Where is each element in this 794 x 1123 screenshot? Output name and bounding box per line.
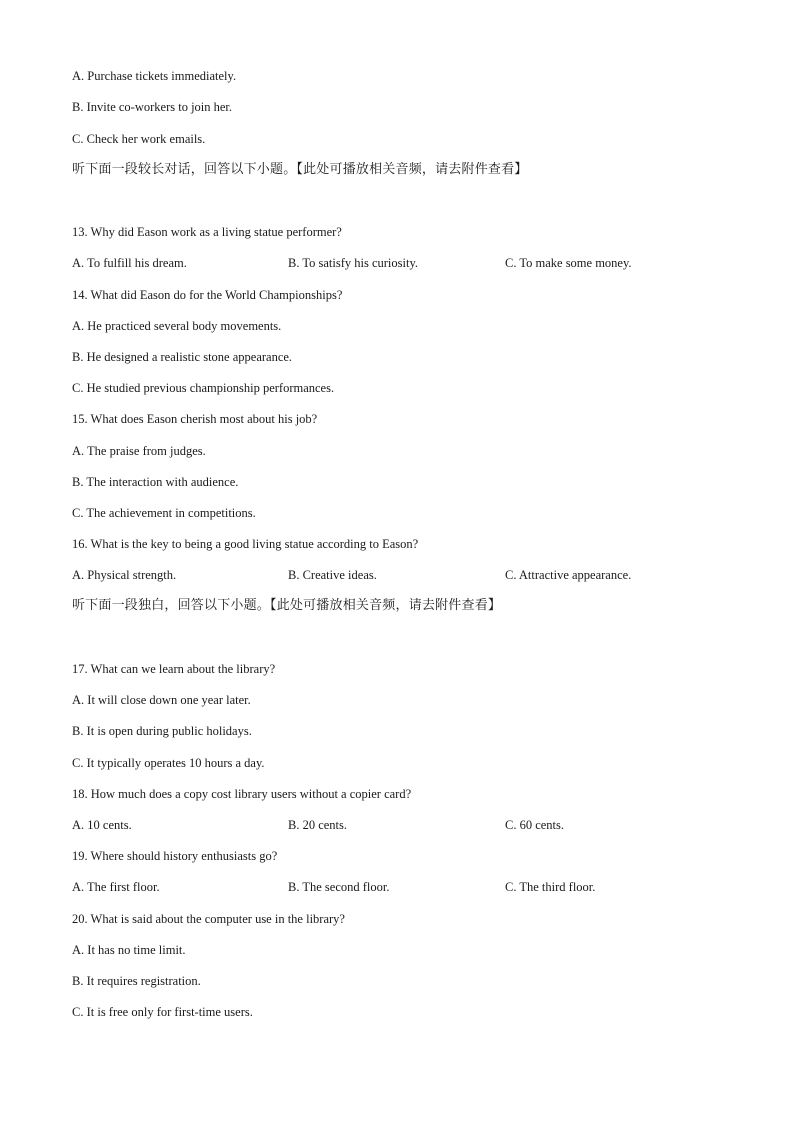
section-instruction-dialogue: 听下面一段较长对话，回答以下小题。【此处可播放相关音频，请去附件查看】 <box>72 162 528 177</box>
q19-stem: 19. Where should history enthusiasts go? <box>72 849 278 863</box>
q13-stem: 13. Why did Eason work as a living statue performer? <box>72 225 342 239</box>
q12-option-c: C. Check her work emails. <box>72 132 206 146</box>
q19-option-b: B. The second floor. <box>288 880 390 894</box>
q18-option-a: A. 10 cents. <box>72 818 132 832</box>
q14-option-a: A. He practiced several body movements. <box>72 319 282 333</box>
q17-stem: 17. What can we learn about the library? <box>72 662 276 676</box>
q12-option-a: A. Purchase tickets immediately. <box>72 69 237 83</box>
q16-option-c: C. Attractive appearance. <box>505 568 632 582</box>
q15-stem: 15. What does Eason cherish most about his job? <box>72 412 318 426</box>
q15-option-a: A. The praise from judges. <box>72 444 206 458</box>
q19-option-a: A. The first floor. <box>72 880 160 894</box>
q12-option-b: B. Invite co-workers to join her. <box>72 100 233 114</box>
q20-option-a: A. It has no time limit. <box>72 943 186 957</box>
q16-stem: 16. What is the key to being a good living statue according to Eason? <box>72 537 419 551</box>
q17-option-b: B. It is open during public holidays. <box>72 724 252 738</box>
q18-option-b: B. 20 cents. <box>288 818 348 832</box>
q16-option-b: B. Creative ideas. <box>288 568 377 582</box>
q16-options <box>72 567 722 583</box>
q14-option-b: B. He designed a realistic stone appearance. <box>72 350 293 364</box>
q13-option-a: A. To fulfill his dream. <box>72 256 187 270</box>
q13-option-c: C. To make some money. <box>505 256 632 270</box>
q20-option-c: C. It is free only for first-time users. <box>72 1005 253 1019</box>
q16-option-a: A. Physical strength. <box>72 568 177 582</box>
q13-option-b: B. To satisfy his curiosity. <box>288 256 419 270</box>
section-instruction-monologue: 听下面一段独白，回答以下小题。【此处可播放相关音频，请去附件查看】 <box>72 598 502 613</box>
q15-option-c: C. The achievement in competitions. <box>72 506 256 520</box>
q18-stem: 18. How much does a copy cost library users without a copier card? <box>72 787 412 801</box>
q14-stem: 14. What did Eason do for the World Championships? <box>72 288 343 302</box>
q17-option-a: A. It will close down one year later. <box>72 693 251 707</box>
q19-option-c: C. The third floor. <box>505 880 596 894</box>
q20-stem: 20. What is said about the computer use in the library? <box>72 912 345 926</box>
q20-option-b: B. It requires registration. <box>72 974 201 988</box>
q17-option-c: C. It typically operates 10 hours a day. <box>72 756 265 770</box>
q18-options <box>72 817 722 833</box>
q19-options <box>72 879 722 895</box>
q14-option-c: C. He studied previous championship performances. <box>72 381 335 395</box>
q18-option-c: C. 60 cents. <box>505 818 565 832</box>
q13-options <box>72 255 722 271</box>
q15-option-b: B. The interaction with audience. <box>72 475 239 489</box>
